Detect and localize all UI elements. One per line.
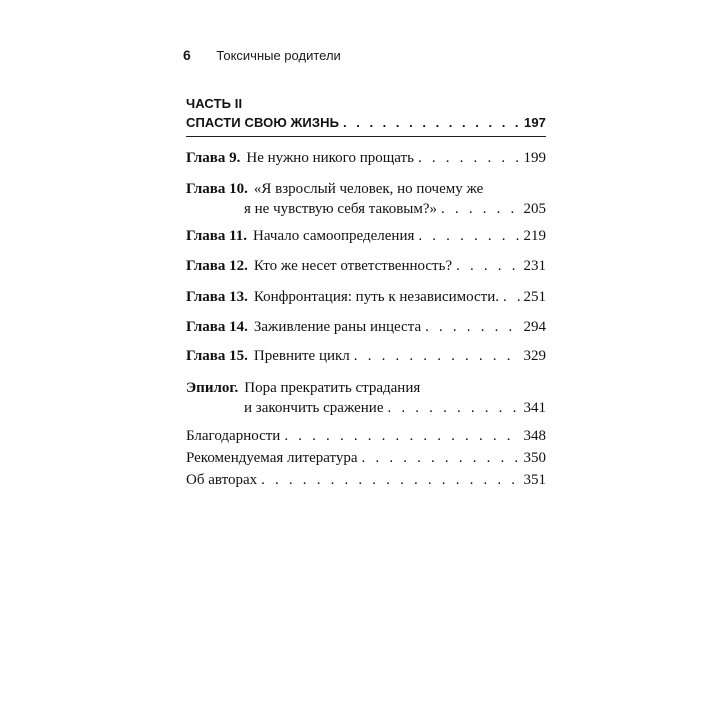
entry-label: Глава 9. [186,150,241,166]
dot-leader [383,398,519,418]
entry-page: 231 [523,258,546,274]
dot-leader [499,287,520,307]
back-matter-list [186,425,546,491]
entry-title: Начало самоопределения [253,228,415,244]
dot-leader [452,256,519,276]
toc-entry[interactable] [186,447,546,469]
running-header [183,47,341,67]
part-title: СПАСТИ СВОЮ ЖИЗНЬ [186,115,340,130]
dot-leader [414,148,520,168]
entry-label: Глава 12. [186,258,248,274]
entry-page: 199 [523,150,546,166]
dot-leader [414,226,519,246]
entry-label: Глава 13. [186,289,248,305]
entry-title-cont: я не чувствую себя таковым?» [244,201,438,217]
toc-entry[interactable] [186,425,546,447]
toc-entry[interactable] [186,287,546,307]
dot-leader [257,469,519,491]
entry-page: 341 [523,400,546,416]
part-page: 197 [524,115,546,130]
entry-page: 205 [523,201,546,217]
entry-title: Рекомендуемая литература [186,450,358,466]
entry-page: 294 [523,319,546,335]
entry-title: Превните цикл [253,348,350,364]
entry-title: Об авторах [186,472,258,488]
toc-entry[interactable] [186,256,546,276]
entry-label: Глава 10. [186,181,248,197]
toc-entry[interactable] [186,469,546,491]
dot-leader [358,447,520,469]
entry-label: Эпилог. [186,380,239,396]
entry-page: 348 [523,428,546,444]
entry-page: 351 [523,472,546,488]
entry-title: Заживление раны инцеста [253,319,422,335]
entry-label: Глава 14. [186,319,248,335]
entry-title: Кто же несет ответственность? [253,258,453,274]
dot-leader [421,317,519,337]
entry-page: 350 [523,450,546,466]
dot-leader [339,113,520,133]
toc-entry[interactable] [186,148,546,168]
entry-page: 219 [523,228,546,244]
entry-title: Пора прекратить страдания [244,380,421,396]
toc-entry[interactable] [186,226,546,246]
entry-title-cont: и закончить сражение [244,400,384,416]
part-label: ЧАСТЬ II [186,96,243,111]
entry-title: Благодарности [186,428,281,444]
entry-page: 251 [523,289,546,305]
toc-entry[interactable] [186,179,546,219]
toc-entry[interactable] [186,346,546,366]
dot-leader [437,199,519,219]
dot-leader [350,346,520,366]
dot-leader [280,425,519,447]
entry-page: 329 [523,348,546,364]
entry-label: Глава 11. [186,228,248,244]
toc-entry[interactable] [186,317,546,337]
entry-title: Конфронтация: путь к независимости. [253,289,499,305]
part-heading [186,94,546,133]
page-number: 6 [183,47,191,63]
running-title: Токсичные родители [216,48,341,63]
entry-title: «Я взрослый человек, но почему же [253,181,484,197]
entry-label: Глава 15. [186,348,248,364]
entry-title: Не нужно никого прощать [246,150,414,166]
divider-rule [186,136,546,137]
toc-entry[interactable] [186,378,546,418]
part-title-line [186,113,546,133]
